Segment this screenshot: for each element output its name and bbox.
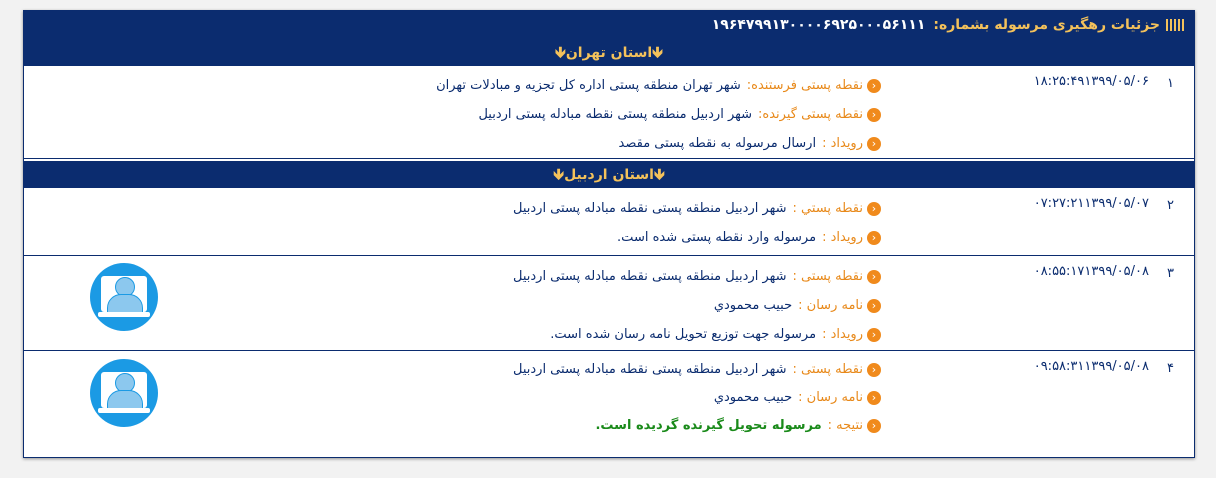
table-row	[24, 66, 1194, 159]
detail-line	[321, 320, 881, 349]
row-number: ۱	[1167, 76, 1174, 91]
tracking-number: ۱۹۶۴۷۹۹۱۳۰۰۰۰۶۹۲۵۰۰۰۵۶۱۱۱	[711, 17, 926, 33]
table-row	[24, 188, 1194, 256]
row-details	[321, 262, 881, 349]
detail-label: نقطه پستی فرستنده:	[746, 78, 863, 93]
province-header-tehran	[24, 39, 1194, 66]
arrow-down-icon: 🡻	[653, 165, 665, 183]
chevron-left-icon: ‹	[867, 79, 881, 93]
panel-header	[24, 11, 1194, 39]
panel-title: جزئیات رهگیری مرسوله بشماره:	[933, 17, 1160, 33]
detail-label: نقطه پستي :	[792, 201, 863, 216]
arrow-down-icon: 🡻	[553, 165, 565, 183]
detail-label: نامه رسان :	[798, 298, 863, 313]
row-datetime: ۰۸:۵۵:۱۷۱۳۹۹/۰۵/۰۸	[1033, 264, 1149, 279]
detail-line	[321, 223, 881, 252]
detail-value: ارسال مرسوله به نقطه پستی مقصد	[618, 136, 817, 151]
chevron-left-icon: ‹	[867, 363, 881, 377]
result-value: مرسوله تحویل گیرنده گردیده است.	[595, 418, 822, 433]
detail-label: رویداد :	[822, 327, 863, 342]
chevron-left-icon: ‹	[867, 137, 881, 151]
detail-label: نامه رسان :	[798, 390, 863, 405]
postman-avatar-icon	[90, 263, 158, 331]
row-details	[321, 71, 881, 158]
detail-label: رویداد :	[822, 136, 863, 151]
row-datetime: ۱۸:۲۵:۴۹۱۳۹۹/۰۵/۰۶	[1033, 74, 1149, 89]
postman-avatar-icon	[90, 359, 158, 427]
chevron-left-icon: ‹	[867, 270, 881, 284]
detail-line	[321, 356, 881, 384]
row-details	[321, 194, 881, 252]
detail-line	[321, 384, 881, 412]
table-row	[24, 256, 1194, 351]
row-datetime: ۰۹:۵۸:۳۱۱۳۹۹/۰۵/۰۸	[1033, 359, 1149, 374]
row-number: ۲	[1167, 198, 1174, 213]
chevron-left-icon: ‹	[867, 391, 881, 405]
chevron-left-icon: ‹	[867, 299, 881, 313]
chevron-left-icon: ‹	[867, 328, 881, 342]
chevron-left-icon: ‹	[867, 108, 881, 122]
detail-value: شهر اردبیل منطقه پستی نقطه مبادله پستی اردبیل	[478, 107, 753, 122]
detail-value: مرسوله وارد نقطه پستی شده است.	[617, 230, 817, 245]
detail-line	[321, 71, 881, 100]
tracking-panel	[23, 10, 1195, 458]
arrow-down-icon: 🡻	[652, 43, 663, 61]
detail-value: شهر اردبیل منطقه پستی نقطه مبادله پستی اردبیل	[512, 269, 787, 284]
detail-label: نتیجه :	[827, 418, 863, 433]
arrow-down-icon: 🡻	[555, 43, 566, 61]
province-name: استان اردبیل	[564, 167, 654, 183]
row-datetime: ۰۷:۲۷:۲۱۱۳۹۹/۰۵/۰۷	[1033, 196, 1149, 211]
detail-value: حبیب محمودي	[713, 390, 793, 405]
detail-value: شهر اردبیل منطقه پستی نقطه مبادله پستی اردبیل	[512, 201, 787, 216]
row-details	[321, 356, 881, 440]
row-number: ۳	[1167, 266, 1174, 281]
detail-label: نقطه پستی :	[792, 362, 863, 377]
row-number: ۴	[1167, 361, 1174, 376]
detail-value: مرسوله جهت توزیع تحویل نامه رسان شده است.	[550, 327, 817, 342]
chevron-left-icon: ‹	[867, 202, 881, 216]
detail-line	[321, 412, 881, 440]
detail-value: حبیب محمودي	[713, 298, 793, 313]
table-row	[24, 351, 1194, 451]
detail-value: شهر تهران منطقه پستی اداره کل تجزیه و مبادلات تهران	[436, 78, 741, 93]
chevron-left-icon: ‹	[867, 419, 881, 433]
province-name: استان تهران	[565, 45, 653, 61]
detail-label: رویداد :	[822, 230, 863, 245]
detail-label: نقطه پستی :	[792, 269, 863, 284]
province-header-ardabil	[24, 159, 1194, 188]
barcode-icon	[1166, 19, 1186, 31]
detail-line	[321, 100, 881, 129]
detail-line	[321, 129, 881, 158]
detail-value: شهر اردبیل منطقه پستی نقطه مبادله پستی اردبیل	[512, 362, 787, 377]
chevron-left-icon: ‹	[867, 231, 881, 245]
detail-line	[321, 291, 881, 320]
detail-label: نقطه پستی گیرنده:	[758, 107, 863, 122]
detail-line	[321, 262, 881, 291]
detail-line	[321, 194, 881, 223]
